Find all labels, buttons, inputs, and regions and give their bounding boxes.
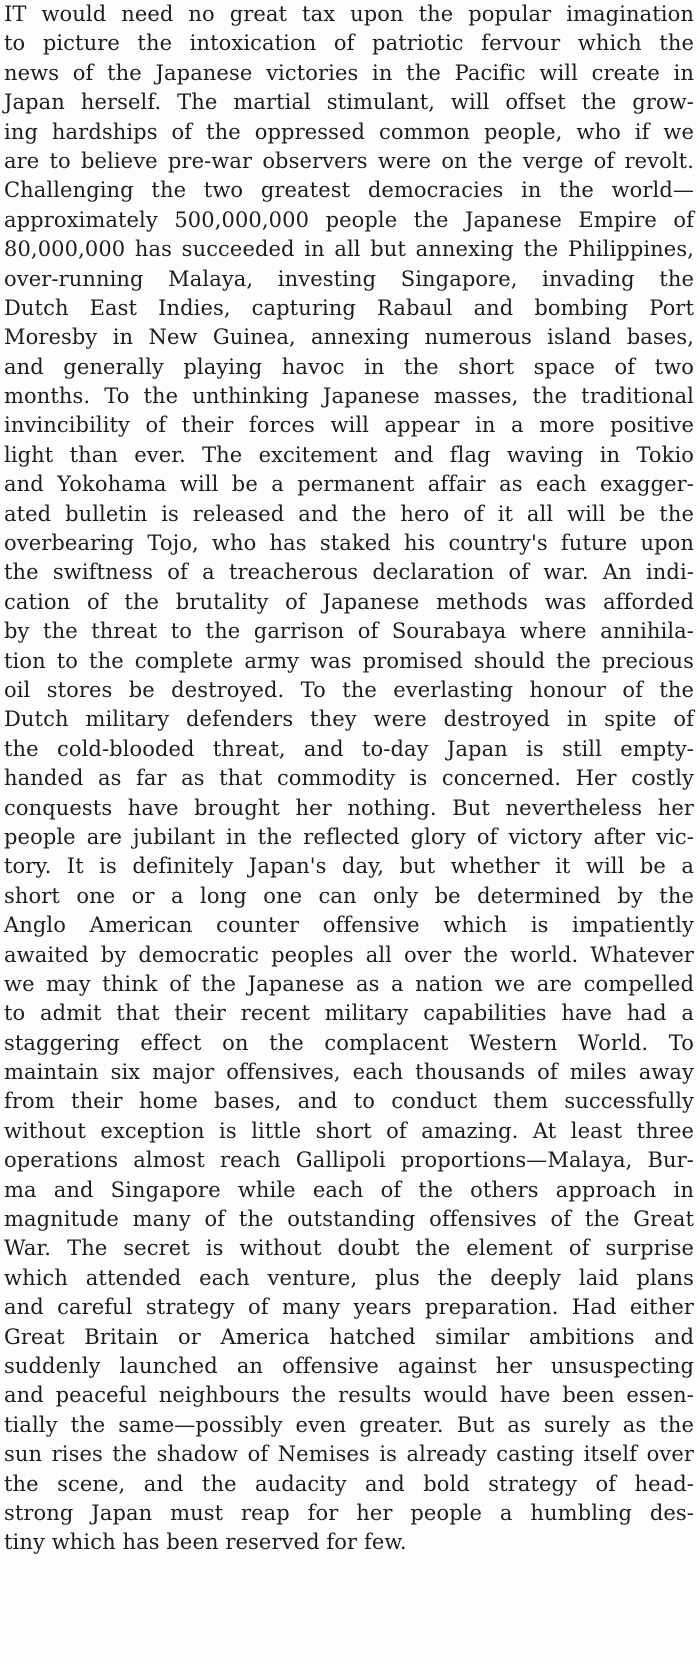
article-column	[4, 0, 694, 1558]
article-line: short one or a long one can only be determined by the	[4, 883, 694, 908]
article-line: oil stores be destroyed. To the everlasting honour of the	[4, 677, 694, 702]
article-line: Anglo American counter offensive which is impatiently	[4, 913, 694, 938]
article-line: light than ever. The excitement and flag waving in Tokio	[4, 442, 694, 467]
article-line: sun rises the shadow of Nemises is already casting itself over	[4, 1442, 694, 1467]
article-line: IT would need no great tax upon the popular imagination	[4, 2, 694, 26]
article-line: months. To the unthinking Japanese masses, the traditional	[4, 384, 694, 409]
article-line: ing hardships of the oppressed common people, who if we	[4, 119, 694, 144]
article-line: Challenging the two greatest democracies in the world—	[4, 178, 694, 203]
article-line: maintain six major offensives, each thousands of miles away	[4, 1060, 694, 1085]
article-line: War. The secret is without doubt the element of surprise	[4, 1236, 694, 1261]
article-line: overbearing Tojo, who has staked his country's future upon	[4, 531, 694, 556]
article-line: magnitude many of the outstanding offensives of the Great	[4, 1207, 694, 1232]
article-line: to admit that their recent military capabilities have had a	[4, 1001, 694, 1026]
article-line: the cold-blooded threat, and to-day Japan is still empty-	[4, 736, 694, 761]
article-line: over-running Malaya, investing Singapore, invading the	[4, 266, 694, 291]
article-line: without exception is little short of amazing. At least three	[4, 1118, 694, 1143]
article-line: and careful strategy of many years preparation. Had either	[4, 1295, 694, 1320]
article-line: the swiftness of a treacherous declaration of war. An indi-	[4, 560, 694, 585]
article-line: which attended each venture, plus the deeply laid plans	[4, 1265, 694, 1290]
article-line: cation of the brutality of Japanese methods was afforded	[4, 589, 694, 614]
article-line: approximately 500,000,000 people the Japanese Empire of	[4, 207, 694, 232]
article-line: staggering effect on the complacent Western World. To	[4, 1030, 694, 1055]
article-line: tiny which has been reserved for few.	[4, 1530, 407, 1555]
article-line: by the threat to the garrison of Sourabaya where annihila-	[4, 619, 694, 644]
article-line: we may think of the Japanese as a nation we are compelled	[4, 971, 694, 996]
article-line: invincibility of their forces will appear in a more positive	[4, 413, 694, 438]
article-line: handed as far as that commodity is concerned. Her costly	[4, 766, 694, 791]
article-line: Great Britain or America hatched similar ambitions and	[4, 1324, 694, 1349]
article-line: Dutch military defenders they were destroyed in spite of	[4, 707, 694, 732]
article-line: Moresby in New Guinea, annexing numerous island bases,	[4, 325, 694, 350]
article-line: are to believe pre-war observers were on the verge of revolt.	[4, 148, 694, 173]
article-line: conquests have brought her nothing. But nevertheless her	[4, 795, 694, 820]
article-line: Dutch East Indies, capturing Rabaul and bombing Port	[4, 295, 694, 320]
article-line: from their home bases, and to conduct them successfully	[4, 1089, 694, 1114]
article-line: tory. It is definitely Japan's day, but whether it will be a	[4, 854, 694, 879]
article-line: and peaceful neighbours the results would have been essen-	[4, 1383, 694, 1408]
article-line: awaited by democratic peoples all over the world. Whatever	[4, 942, 694, 967]
article-line: and Yokohama will be a permanent affair as each exagger-	[4, 472, 694, 497]
article-line: the scene, and the audacity and bold strategy of head-	[4, 1471, 694, 1496]
article-line: ma and Singapore while each of the others approach in	[4, 1177, 694, 1202]
article-line: tion to the complete army was promised should the precious	[4, 648, 694, 673]
article-line: news of the Japanese victories in the Pacific will create in	[4, 60, 694, 85]
article-line: ated bulletin is released and the hero of it all will be the	[4, 501, 694, 526]
article-line: to picture the intoxication of patriotic fervour which the	[4, 31, 694, 56]
article-line: strong Japan must reap for her people a humbling des-	[4, 1500, 694, 1525]
article-line: Japan herself. The martial stimulant, will offset the grow-	[4, 90, 694, 115]
article-line: and generally playing havoc in the short space of two	[4, 354, 694, 379]
article-line: 80,000,000 has succeeded in all but annexing the Philippines,	[4, 237, 694, 262]
article-line: people are jubilant in the reflected glory of victory after vic-	[4, 824, 694, 849]
article-line: tially the same—possibly even greater. But as surely as the	[4, 1412, 694, 1437]
article-line: operations almost reach Gallipoli proportions—Malaya, Bur-	[4, 1148, 694, 1173]
article-line: suddenly launched an offensive against her unsuspecting	[4, 1353, 694, 1378]
